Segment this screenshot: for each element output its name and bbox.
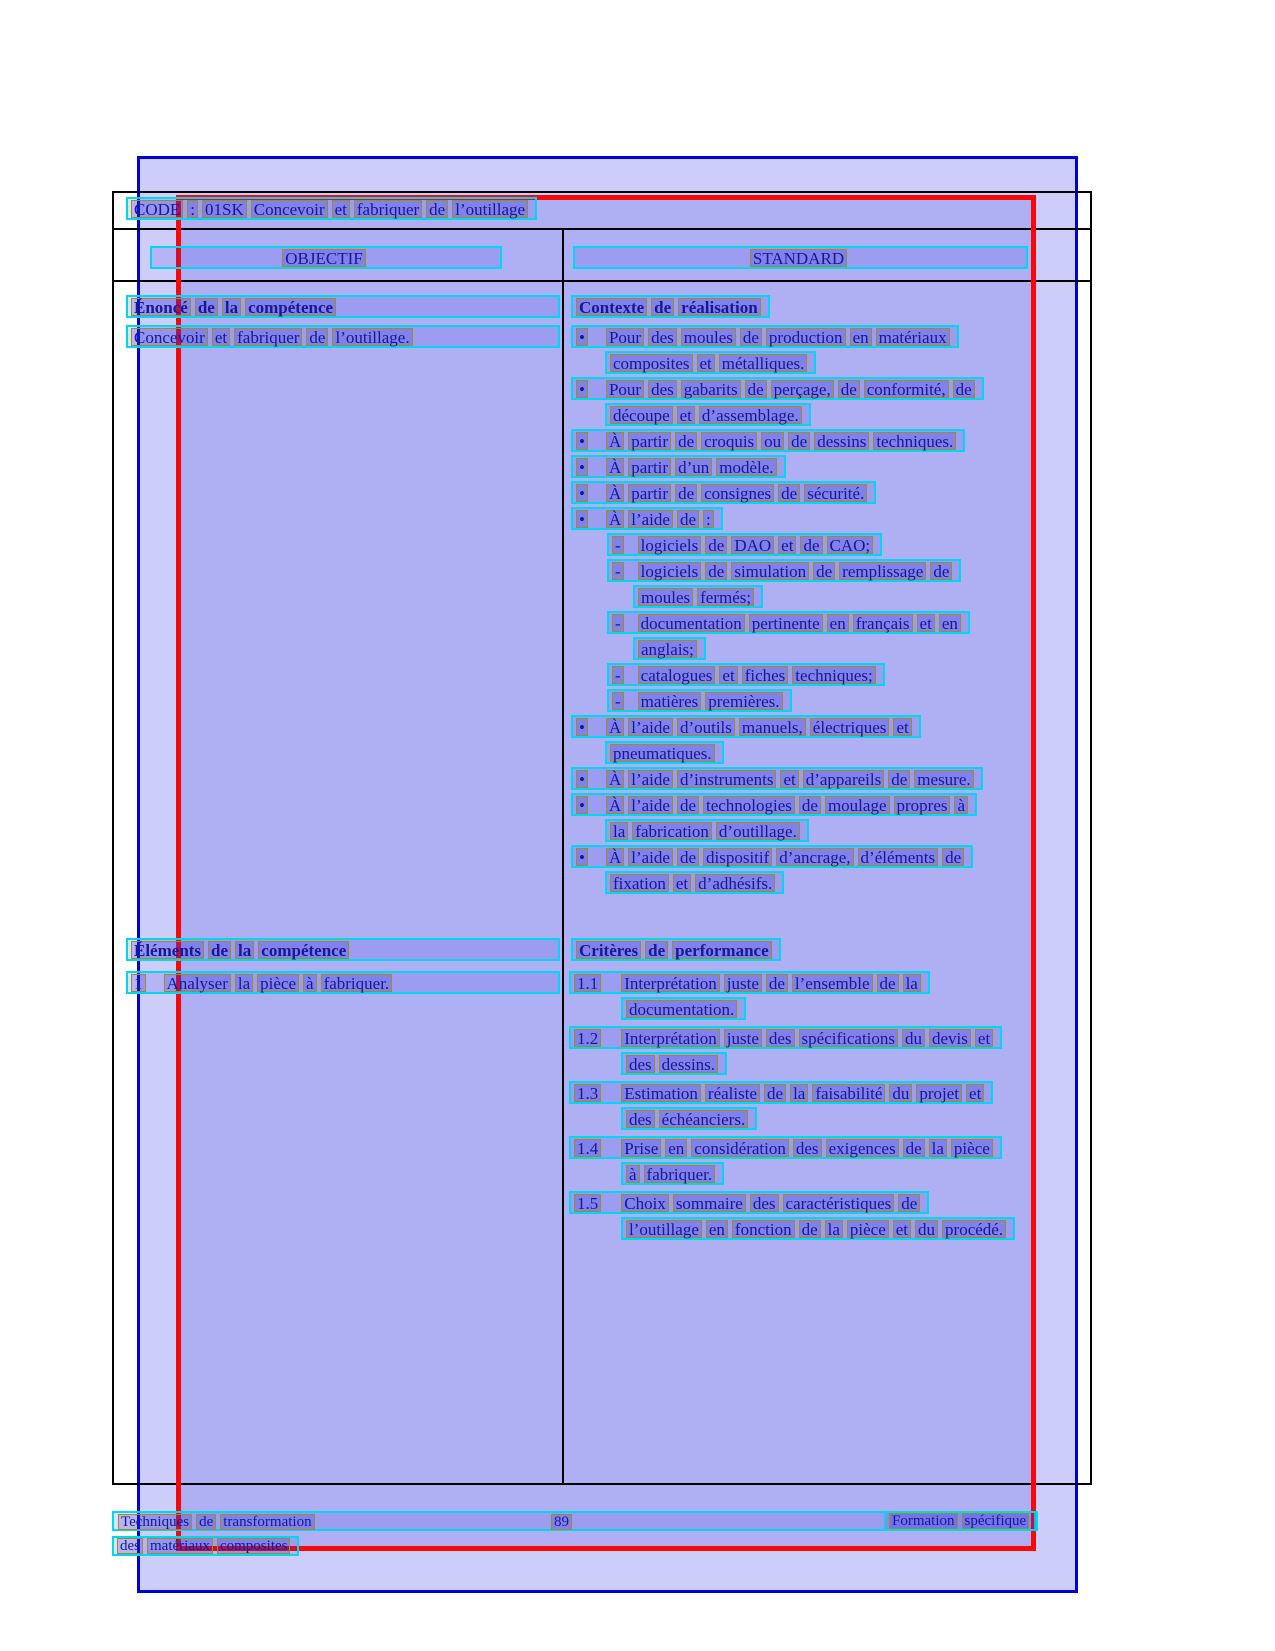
word-box: d’un — [675, 458, 712, 476]
word-box: moulage — [825, 796, 890, 814]
word-box: À — [606, 718, 624, 736]
context-line — [607, 559, 961, 582]
word-box: techniques; — [792, 666, 875, 684]
word-box: réaliste — [705, 1084, 760, 1102]
word-box: manuels, — [739, 718, 806, 736]
word-box: composites — [217, 1538, 291, 1554]
word-box: spécifications — [799, 1029, 898, 1047]
word-box: pièce — [257, 974, 299, 992]
word-box: de — [813, 562, 835, 580]
word-box: anglais; — [638, 640, 697, 658]
word-box: techniques. — [873, 432, 956, 450]
element-line — [126, 971, 560, 994]
word-box: partir — [628, 458, 671, 476]
bullet-marker: • — [576, 770, 588, 788]
element-number — [131, 974, 150, 992]
word-box: l’aide — [628, 770, 673, 788]
word-box: juste — [724, 1029, 762, 1047]
word-box: production — [766, 328, 846, 346]
word-box: 01SK — [202, 200, 247, 218]
word-box: l’aide — [628, 796, 673, 814]
context-line — [605, 403, 811, 426]
word-box: d’outillage. — [716, 822, 800, 840]
competence-statement — [126, 325, 560, 348]
word-box: l’aide — [628, 510, 673, 528]
word-box: Interprétation — [621, 974, 720, 992]
word-box: de — [677, 510, 699, 528]
word-box: caractéristiques — [783, 1194, 895, 1212]
word-box: de — [953, 380, 975, 398]
word-box: de — [195, 298, 218, 316]
word-box: À — [606, 432, 624, 450]
word-box: à — [626, 1165, 640, 1183]
word-box: de — [838, 380, 860, 398]
word-box: d’appareils — [803, 770, 885, 788]
heading-contexte-realisation — [571, 295, 770, 318]
bullet-marker: • — [576, 432, 588, 450]
word-box: et — [673, 874, 691, 892]
word-box: ou — [761, 432, 784, 450]
word-box: en — [939, 614, 961, 632]
word-box: À — [606, 510, 624, 528]
word-box: Concevoir — [251, 200, 328, 218]
criterion-line-continuation — [621, 1107, 757, 1130]
footer-left-line1 — [118, 1514, 319, 1530]
criterion-line-continuation — [621, 1052, 727, 1075]
word-box: fermés; — [697, 588, 754, 606]
word-box: Estimation — [621, 1084, 701, 1102]
context-line — [571, 455, 786, 478]
word-box: À — [606, 848, 624, 866]
bullet-marker: • — [576, 484, 588, 502]
word-box: À — [606, 770, 624, 788]
word-box: partir — [628, 432, 671, 450]
word-box: Choix — [621, 1194, 669, 1212]
criterion-number: 1.4 — [574, 1139, 601, 1157]
context-line — [605, 871, 784, 894]
word-box: des — [648, 380, 677, 398]
word-box: documentation — [638, 614, 745, 632]
word-box: fabriquer — [234, 328, 302, 346]
word-box: devis — [929, 1029, 971, 1047]
word-box: CAO; — [827, 536, 874, 554]
word-box: fixation — [610, 874, 669, 892]
word-box: moules — [681, 328, 736, 346]
word-box: Formation — [889, 1513, 958, 1529]
criterion-line — [569, 971, 930, 994]
word-box: de — [888, 770, 910, 788]
word-box: STANDARD — [750, 249, 847, 267]
context-line — [633, 585, 763, 608]
word-box: de — [898, 1194, 920, 1212]
context-line — [607, 611, 970, 634]
word-box: consignes — [701, 484, 774, 502]
word-box: l’ensemble — [792, 974, 873, 992]
word-box: perçage, — [771, 380, 834, 398]
word-box: et — [677, 406, 695, 424]
word-box: des — [648, 328, 677, 346]
code-line — [126, 197, 537, 220]
context-line — [571, 767, 983, 790]
word-box: fabriquer — [354, 200, 422, 218]
word-box: d’ancrage, — [776, 848, 853, 866]
word-box: documentation. — [626, 1000, 737, 1018]
word-box: sécurité. — [804, 484, 867, 502]
word-box: et — [893, 1220, 911, 1238]
word-box: l’outillage — [452, 200, 528, 218]
word-box: la — [222, 298, 241, 316]
word-box: fabriquer. — [644, 1165, 716, 1183]
word-box: pièce — [951, 1139, 993, 1157]
word-box: DAO — [731, 536, 774, 554]
word-box: croquis — [701, 432, 757, 450]
word-box: la — [235, 974, 253, 992]
criterion-line-continuation — [621, 997, 746, 1020]
word-box: Contexte — [576, 298, 647, 316]
dash-marker: - — [612, 666, 624, 684]
word-box: de — [426, 200, 448, 218]
context-line — [571, 793, 977, 816]
bullet-marker: • — [576, 796, 588, 814]
word-box: et — [917, 614, 935, 632]
word-box: de — [677, 796, 699, 814]
word-box: des — [626, 1055, 655, 1073]
column-header-objectif — [150, 246, 502, 269]
word-box: compétence — [258, 941, 349, 959]
bullet-marker: • — [576, 510, 588, 528]
dash-marker: - — [612, 692, 624, 710]
word-box: de — [764, 1084, 786, 1102]
dash-marker: - — [612, 536, 624, 554]
word-box: du — [915, 1220, 938, 1238]
word-box: la — [610, 822, 628, 840]
word-box: logiciels — [638, 562, 702, 580]
word-box: Techniques — [118, 1514, 192, 1530]
word-box: de — [196, 1514, 216, 1530]
word-box: de — [745, 380, 767, 398]
word-box: OBJECTIF — [282, 249, 365, 267]
word-box: Pour — [606, 328, 644, 346]
word-box: et — [966, 1084, 984, 1102]
word-box: en — [827, 614, 849, 632]
context-line — [605, 351, 816, 374]
word-box: à — [954, 796, 968, 814]
word-box: en — [706, 1220, 728, 1238]
word-box: Analyser — [164, 974, 231, 992]
word-box: français — [853, 614, 913, 632]
word-box: Critères — [576, 941, 641, 959]
word-box: d’outils — [677, 718, 735, 736]
word-box: Prise — [621, 1139, 661, 1157]
word-box: simulation — [731, 562, 809, 580]
word-box: de — [740, 328, 762, 346]
word-box: l’outillage — [626, 1220, 702, 1238]
word-box: d’adhésifs. — [695, 874, 775, 892]
word-box: Concevoir — [131, 328, 208, 346]
word-box: fonction — [732, 1220, 795, 1238]
bullet-marker: • — [576, 458, 588, 476]
word-box: composites — [610, 354, 693, 372]
word-box: modèle. — [716, 458, 776, 476]
word-box: pièce — [847, 1220, 889, 1238]
dash-marker: - — [612, 614, 624, 632]
word-box: de — [799, 1220, 821, 1238]
word-box: propres — [894, 796, 951, 814]
word-box: technologies — [703, 796, 795, 814]
criterion-line-continuation — [621, 1162, 724, 1185]
word-box: catalogues — [638, 666, 716, 684]
word-box: des — [117, 1538, 143, 1554]
heading-elements-competence — [126, 938, 560, 961]
word-box: des — [750, 1194, 779, 1212]
word-box: : — [703, 510, 714, 528]
footer-right-text — [884, 1511, 1038, 1531]
word-box: réalisation — [678, 298, 761, 316]
table-left-border — [112, 191, 114, 1485]
table-right-border — [1090, 191, 1092, 1485]
word-box: la — [929, 1139, 947, 1157]
word-box: d’éléments — [858, 848, 939, 866]
word-box: fiches — [742, 666, 789, 684]
word-box: en — [665, 1139, 687, 1157]
word-box: de — [799, 796, 821, 814]
criterion-line — [569, 1026, 1002, 1049]
word-box: l’aide — [628, 718, 673, 736]
word-box: de — [705, 536, 727, 554]
word-box: de — [800, 536, 822, 554]
word-box: à — [303, 974, 317, 992]
word-box: projet — [916, 1084, 962, 1102]
word-box: logiciels — [638, 536, 702, 554]
word-box: spécifique — [962, 1513, 1030, 1529]
word-box: de — [788, 432, 810, 450]
word-box: de — [208, 941, 231, 959]
word-box: de — [675, 432, 697, 450]
criterion-number: 1.1 — [574, 974, 601, 992]
word-box: faisabilité — [812, 1084, 885, 1102]
context-line — [605, 819, 809, 842]
word-box: et — [697, 354, 715, 372]
context-line — [607, 533, 882, 556]
word-box: matières — [638, 692, 702, 710]
word-box: remplissage — [839, 562, 926, 580]
bullet-marker: • — [576, 848, 588, 866]
footer-left-line2 — [112, 1536, 299, 1556]
word-box: la — [903, 974, 921, 992]
word-box: l’outillage. — [332, 328, 412, 346]
context-line — [633, 637, 706, 660]
word-box: fabrication — [632, 822, 712, 840]
word-box: de — [651, 298, 674, 316]
word-box: et — [778, 536, 796, 554]
word-box: échéanciers. — [659, 1110, 749, 1128]
word-box: conformité, — [864, 380, 949, 398]
context-line — [571, 429, 965, 452]
word-box: découpe — [610, 406, 673, 424]
word-box: sommaire — [673, 1194, 746, 1212]
word-box: partir — [628, 484, 671, 502]
heading-criteres-performance — [571, 938, 781, 961]
word-box: d’assemblage. — [699, 406, 802, 424]
word-box: des — [793, 1139, 822, 1157]
word-box: et — [719, 666, 737, 684]
word-box: À — [606, 458, 624, 476]
word-box: de — [306, 328, 328, 346]
word-box: l’aide — [628, 848, 673, 866]
word-box: CODE — [131, 200, 183, 218]
context-line — [571, 845, 973, 868]
word-box: dispositif — [703, 848, 772, 866]
word-box: pneumatiques. — [610, 744, 715, 762]
dash-marker: - — [612, 562, 624, 580]
word-box: compétence — [245, 298, 336, 316]
word-box: de — [766, 974, 788, 992]
word-box: et — [780, 770, 798, 788]
word-box: matériaux — [147, 1538, 213, 1554]
word-box: des — [626, 1110, 655, 1128]
word-box: mesure. — [914, 770, 973, 788]
word-box: 89 — [551, 1514, 572, 1530]
word-box: Interprétation — [621, 1029, 720, 1047]
word-box: dessins — [814, 432, 869, 450]
word-box: performance — [672, 941, 771, 959]
context-line — [607, 689, 792, 712]
context-line — [571, 377, 984, 400]
word-box: et — [975, 1029, 993, 1047]
word-box: À — [606, 484, 624, 502]
element-text — [164, 974, 397, 992]
word-box: la — [790, 1084, 808, 1102]
word-box: de — [942, 848, 964, 866]
criterion-number: 1.3 — [574, 1084, 601, 1102]
word-box: matériaux — [876, 328, 950, 346]
word-box: la — [825, 1220, 843, 1238]
word-box: Pour — [606, 380, 644, 398]
word-box: de — [903, 1139, 925, 1157]
word-box: procédé. — [942, 1220, 1006, 1238]
bullet-marker: • — [576, 718, 588, 736]
context-line — [607, 663, 885, 686]
word-box: de — [675, 484, 697, 502]
context-line — [605, 741, 724, 764]
word-box: de — [877, 974, 899, 992]
word-box: du — [889, 1084, 912, 1102]
word-box: et — [212, 328, 230, 346]
word-box: de — [705, 562, 727, 580]
criterion-number: 1.2 — [574, 1029, 601, 1047]
criterion-line — [569, 1136, 1002, 1159]
word-box: de — [930, 562, 952, 580]
word-box: 1 — [131, 974, 146, 992]
word-box: du — [902, 1029, 925, 1047]
criterion-line — [569, 1081, 993, 1104]
word-box: moules — [638, 588, 693, 606]
word-box: fabriquer. — [321, 974, 393, 992]
word-box: pertinente — [749, 614, 823, 632]
context-line — [571, 715, 921, 738]
criterion-line-continuation — [621, 1217, 1015, 1240]
word-box: Énoncé — [131, 298, 191, 316]
word-box: premières. — [705, 692, 782, 710]
word-box: Éléments — [131, 941, 204, 959]
word-box: métalliques. — [719, 354, 808, 372]
word-box: des — [766, 1029, 795, 1047]
table-top-border — [112, 191, 1092, 193]
context-line — [571, 325, 959, 348]
word-box: dessins. — [659, 1055, 718, 1073]
criterion-line — [569, 1191, 929, 1214]
word-box: juste — [724, 974, 762, 992]
column-header-standard — [573, 246, 1028, 269]
bullet-marker: • — [576, 380, 588, 398]
word-box: considération — [691, 1139, 789, 1157]
criterion-number: 1.5 — [574, 1194, 601, 1212]
context-line — [571, 481, 876, 504]
word-box: de — [677, 848, 699, 866]
heading-enonce-competence — [126, 295, 560, 318]
word-box: de — [645, 941, 668, 959]
word-box: de — [778, 484, 800, 502]
word-box: gabarits — [681, 380, 741, 398]
bullet-marker: • — [576, 328, 588, 346]
word-box: : — [187, 200, 198, 218]
word-box: d’instruments — [677, 770, 777, 788]
word-box: À — [606, 796, 624, 814]
context-line — [571, 507, 723, 530]
word-box: et — [893, 718, 911, 736]
word-box: la — [235, 941, 254, 959]
footer-page-number — [551, 1514, 576, 1530]
word-box: électriques — [810, 718, 890, 736]
word-box: en — [850, 328, 872, 346]
word-box: et — [332, 200, 350, 218]
word-box: transformation — [220, 1514, 314, 1530]
word-box: exigences — [826, 1139, 899, 1157]
